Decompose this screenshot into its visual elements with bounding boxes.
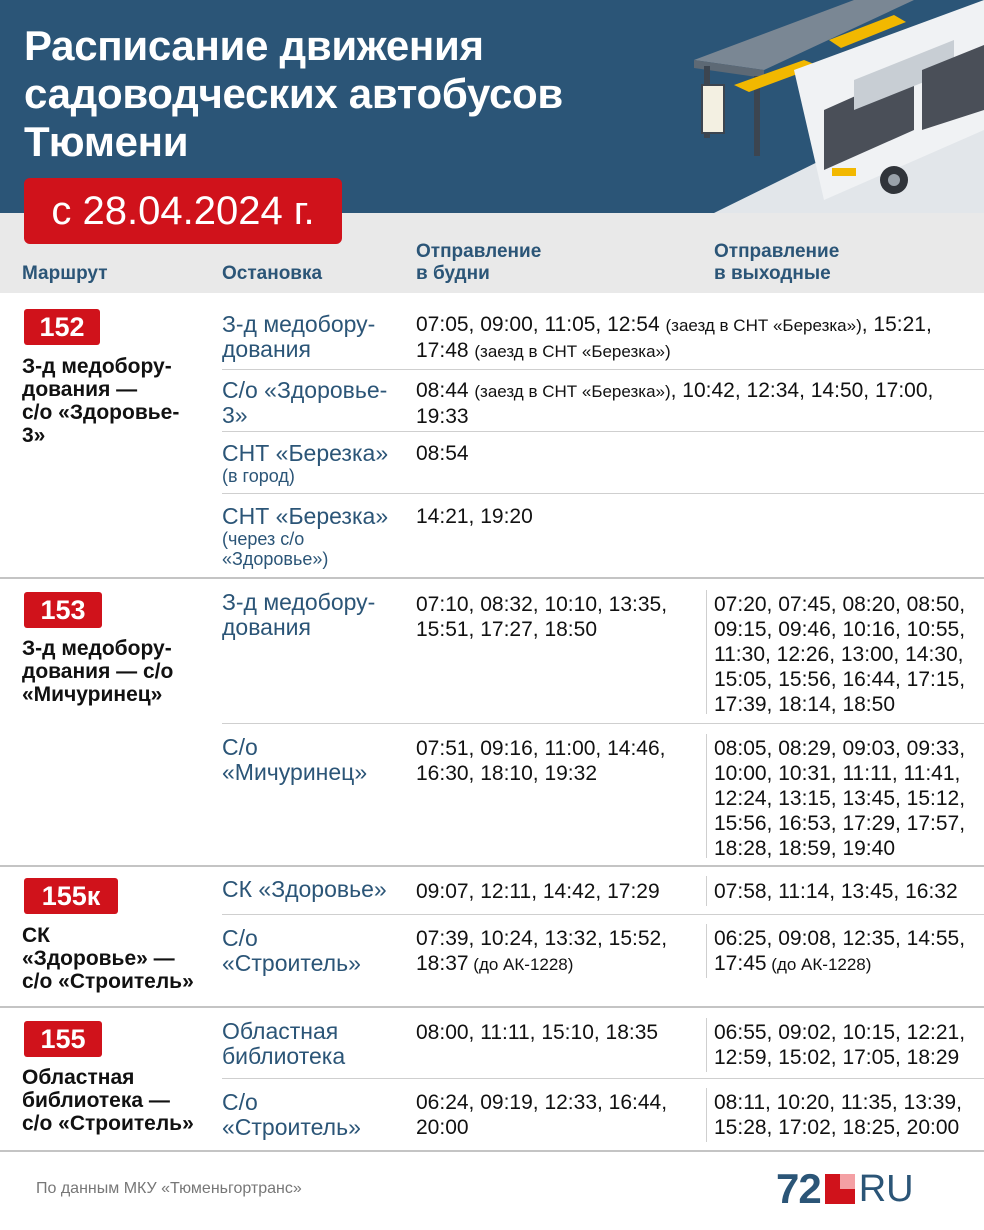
bus-stop-illustration [654, 0, 984, 213]
route-name-155: Областная библиотека — с/о «Строитель» [22, 1066, 194, 1135]
weekday-times: 07:39, 10:24, 13:32, 15:52, 18:37 (до АК-1228) [416, 927, 668, 975]
weekday-times: 07:05, 09:00, 11:05, 12:54 (заезд в СНТ «Березка»), 15:21, 17:48 (заезд в СНТ «Березка») [416, 313, 932, 362]
route-badge-153: 153 [24, 592, 102, 628]
title-line-1: Расписание движения [24, 22, 484, 69]
source-note: По данным МКУ «Тюменьгортранс» [36, 1180, 302, 1197]
route-name-155k: СК «Здоровье» — с/о «Строитель» [22, 924, 194, 993]
route-divider [0, 1006, 984, 1008]
logo-number: 72 [776, 1165, 821, 1212]
logo-square-icon [825, 1174, 855, 1204]
column-divider [706, 876, 707, 906]
stop-name: Областная библиотека [222, 1018, 346, 1069]
col-route-label: Маршрут [22, 263, 108, 284]
col-weekends-label: Отправление в выходные [714, 241, 840, 284]
title-line-2: садоводческих автобусов [24, 70, 563, 117]
site-logo [776, 1165, 914, 1212]
route-divider [0, 577, 984, 579]
weekend-times: 07:58, 11:14, 13:45, 16:32 [714, 880, 958, 903]
weekend-times: 06:25, 09:08, 12:35, 14:55, 17:45 (до АК-1228) [714, 927, 966, 975]
column-divider [706, 590, 707, 714]
route-badge-155k: 155к [24, 878, 118, 914]
weekend-times: 06:55, 09:02, 10:15, 12:21, 12:59, 15:02, 17:05, 18:29 [714, 1021, 966, 1069]
row-divider [222, 914, 984, 915]
weekday-times: 08:44 (заезд в СНТ «Березка»), 10:42, 12:34, 14:50, 17:00, 19:33 [416, 379, 934, 428]
weekday-times: 09:07, 12:11, 14:42, 17:29 [416, 880, 660, 903]
row-divider [222, 723, 984, 724]
weekday-times: 07:51, 09:16, 11:00, 14:46, 16:30, 18:10, 19:32 [416, 737, 666, 785]
column-divider [706, 734, 707, 858]
stop-name: С/о «Строитель» [222, 1089, 361, 1140]
weekend-times: 08:05, 08:29, 09:03, 09:33, 10:00, 10:31, 11:11, 11:41, 12:24, 13:15, 13:45, 15:12, 15:56, 16:53, 17:29, 17:57, 18:28, 18:59, 19:40 [714, 737, 966, 860]
stop-name: СНТ «Березка» (в город) [222, 440, 389, 486]
stop-name: СНТ «Березка» (через с/о «Здоровье») [222, 503, 389, 569]
weekday-times: 07:10, 08:32, 10:10, 13:35, 15:51, 17:27, 18:50 [416, 593, 668, 641]
row-divider [222, 493, 984, 494]
table-bottom-divider [0, 1150, 984, 1152]
row-divider [222, 1078, 984, 1079]
stop-name: З-д медобору- дования [222, 589, 376, 640]
row-divider [222, 369, 984, 370]
route-name-152: З-д медобору- дования — с/о «Здоровье- 3» [22, 355, 180, 447]
logo-domain: RU [858, 1168, 914, 1210]
stop-name: З-д медобору- дования [222, 311, 376, 362]
weekend-times: 08:11, 10:20, 11:35, 13:39, 15:28, 17:02, 18:25, 20:00 [714, 1091, 962, 1139]
route-name-153: З-д медобору- дования — с/о «Мичуринец» [22, 637, 174, 706]
title-line-3: Тюмени [24, 118, 189, 165]
col-weekdays-label: Отправление в будни [416, 241, 542, 284]
route-divider [0, 865, 984, 867]
column-divider [706, 924, 707, 978]
weekday-times: 06:24, 09:19, 12:33, 16:44, 20:00 [416, 1091, 668, 1139]
column-divider [706, 1088, 707, 1142]
stop-name: СК «Здоровье» [222, 876, 387, 902]
column-divider [706, 1018, 707, 1072]
row-divider [222, 431, 984, 432]
route-badge-152: 152 [24, 309, 100, 345]
weekend-times: 07:20, 07:45, 08:20, 08:50, 09:15, 09:46, 10:16, 10:55, 11:30, 12:26, 13:00, 14:30, 15:05, 15:56, 16:44, 17:15, 17:39, 18:14, 18:50 [714, 593, 966, 716]
weekday-times: 14:21, 19:20 [416, 505, 533, 528]
weekday-times: 08:00, 11:11, 15:10, 18:35 [416, 1021, 659, 1044]
stop-name: С/о «Здоровье- 3» [222, 377, 388, 428]
weekday-times: 08:54 [416, 442, 469, 465]
page-title [24, 22, 664, 166]
stop-name: С/о «Строитель» [222, 925, 361, 976]
date-badge: с 28.04.2024 г. [24, 178, 342, 244]
stop-name: С/о «Мичуринец» [222, 734, 368, 785]
col-stop-label: Остановка [222, 263, 323, 284]
route-badge-155: 155 [24, 1021, 102, 1057]
